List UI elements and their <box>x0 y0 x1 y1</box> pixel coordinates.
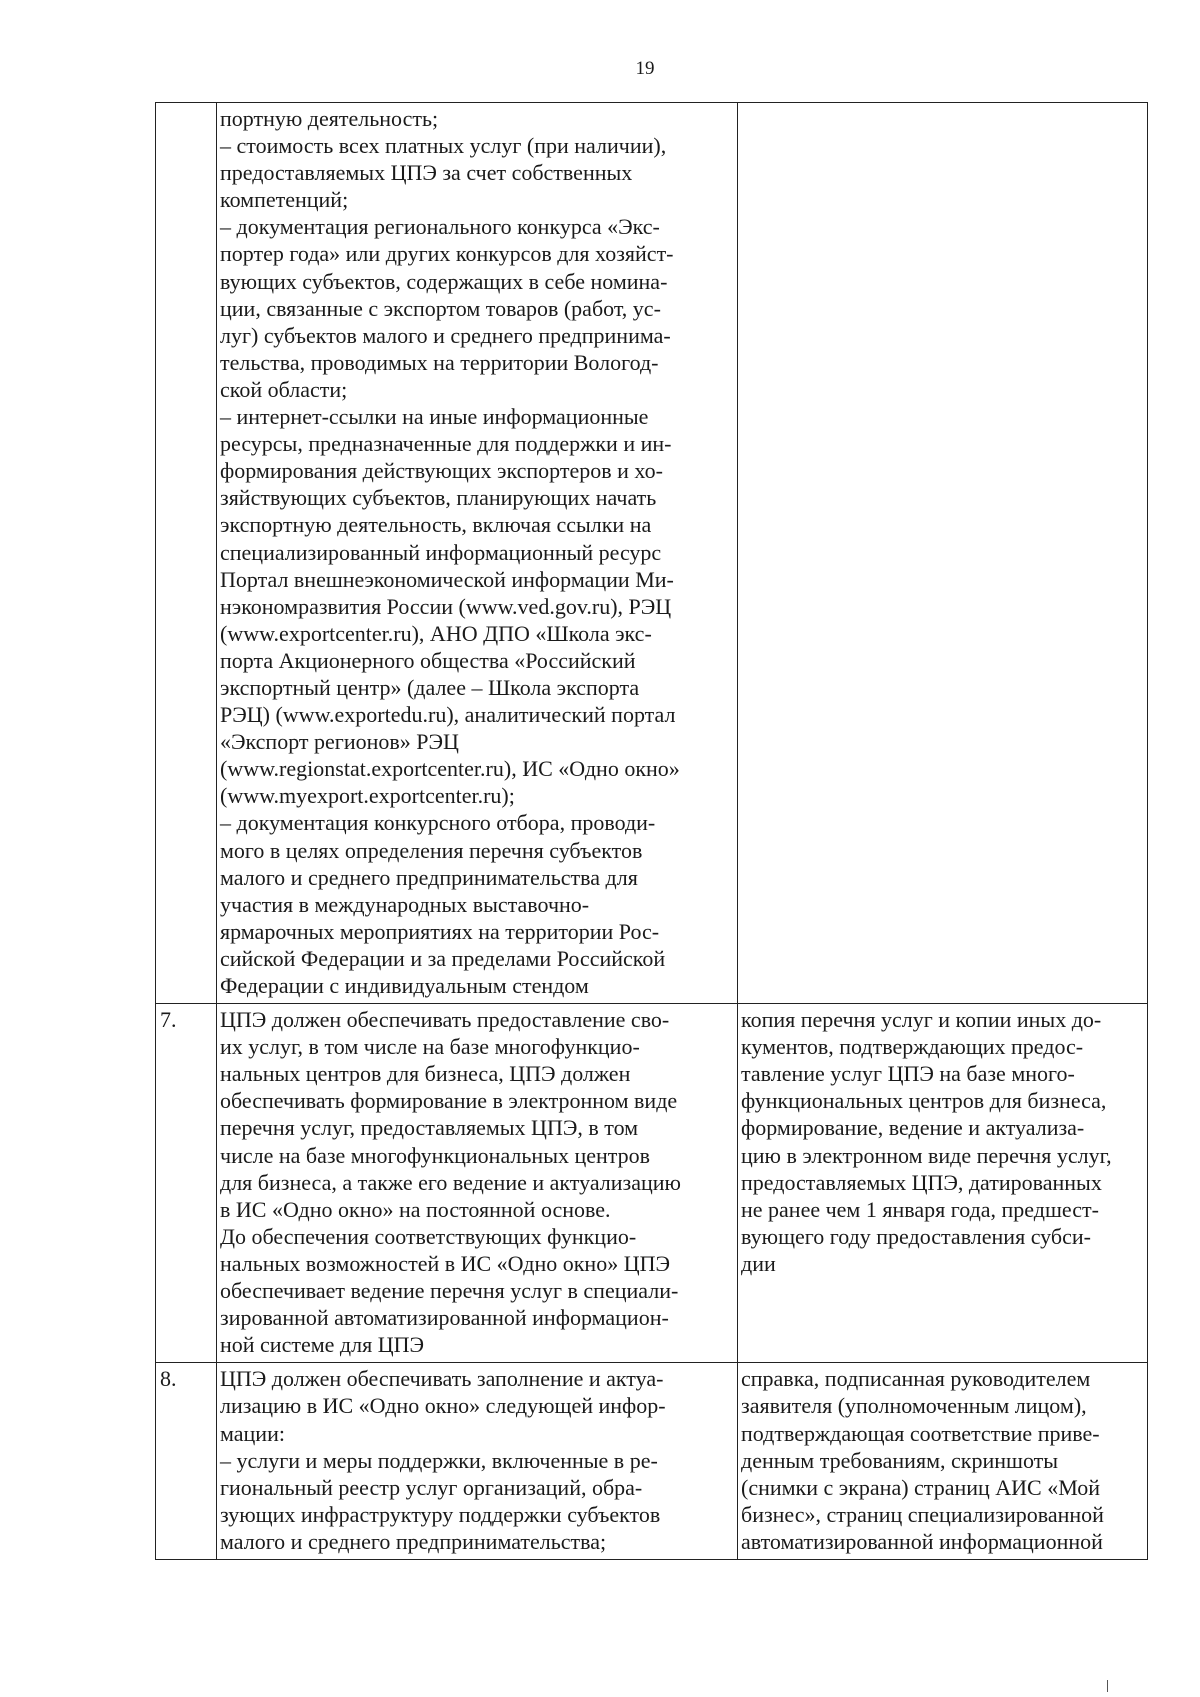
requirement-line: специализированный информационный ресурс <box>220 539 662 565</box>
requirement-line: числе на базе многофункциональных центров <box>220 1142 651 1168</box>
requirement-line: компетенций; <box>220 187 349 213</box>
requirement-line: в ИС «Одно окно» на постоянной основе. <box>220 1196 611 1222</box>
document-line: (снимки с экрана) страниц АИС «Мой <box>741 1474 1101 1500</box>
requirement-line: ЦПЭ должен обеспечивать заполнение и актуа- <box>220 1366 664 1392</box>
row-number-cell: 8. <box>156 1363 217 1560</box>
requirement-line: тельства, проводимых на территории Вологод- <box>220 349 659 375</box>
requirement-line: экспортный центр» (далее – Школа экспорта <box>220 674 640 700</box>
requirement-line: (www.exportcenter.ru), АНО ДПО «Школа экс- <box>220 620 652 646</box>
requirement-line: До обеспечения соответствующих функцио- <box>220 1223 637 1249</box>
requirement-line: – интернет-ссылки на иные информационные <box>220 404 649 430</box>
requirement-line: – документация конкурсного отбора, проводи- <box>220 810 656 836</box>
page-number: 19 <box>635 58 655 79</box>
document-line: вующего году предоставления субси- <box>741 1223 1091 1249</box>
document-line: тавление услуг ЦПЭ на базе много- <box>741 1061 1075 1087</box>
requirement-cell <box>217 103 738 1004</box>
requirement-line: малого и среднего предпринимательства для <box>220 864 638 890</box>
requirement-line: ярмарочных мероприятиях на территории Рос- <box>220 918 660 944</box>
row-number-cell <box>156 103 217 1004</box>
requirement-line: – услуги и меры поддержки, включенные в ре- <box>220 1447 658 1473</box>
requirement-line: порта Акционерного общества «Российский <box>220 647 636 673</box>
document-cell <box>738 1363 1148 1560</box>
document-line: формирование, ведение и актуализа- <box>741 1115 1085 1141</box>
requirement-line: вующих субъектов, содержащих в себе номина- <box>220 268 668 294</box>
table-row <box>156 1363 1148 1560</box>
requirement-line: нальных возможностей в ИС «Одно окно» ЦПЭ <box>220 1250 671 1276</box>
requirement-line: – стоимость всех платных услуг (при наличии), <box>220 133 667 159</box>
requirement-line: зяйствующих субъектов, планирующих начать <box>220 485 657 511</box>
document-line: функциональных центров для бизнеса, <box>741 1088 1107 1114</box>
document-line: цию в электронном виде перечня услуг, <box>741 1142 1112 1168</box>
requirement-line: портную деятельность; <box>220 106 439 131</box>
row-number-cell: 7. <box>156 1004 217 1363</box>
requirement-line: лизацию в ИС «Одно окно» следующей инфор- <box>220 1393 666 1419</box>
requirement-cell <box>217 1004 738 1363</box>
document-line: бизнес», страниц специализированной <box>741 1501 1104 1527</box>
requirement-line: для бизнеса, а также его ведение и актуализацию <box>220 1169 681 1195</box>
requirement-line: портер года» или других конкурсов для хозяйст- <box>220 241 674 267</box>
document-line: денным требованиям, скриншоты <box>741 1447 1059 1473</box>
requirement-line: формирования действующих экспортеров и хо- <box>220 458 663 484</box>
document-cell <box>738 1004 1148 1363</box>
document-line: не ранее чем 1 января года, предшест- <box>741 1196 1099 1222</box>
requirement-line: (www.regionstat.exportcenter.ru), ИС «Одно окно» <box>220 756 680 782</box>
document-line: предоставляемых ЦПЭ, датированных <box>741 1169 1102 1195</box>
table-row <box>156 1004 1148 1363</box>
requirement-cell <box>217 1363 738 1560</box>
requirement-line: ции, связанные с экспортом товаров (работ, ус- <box>220 295 661 321</box>
table-row <box>156 103 1148 1004</box>
requirement-line: зующих инфраструктуру поддержки субъектов <box>220 1501 661 1527</box>
requirement-line: зированной автоматизированной информацион- <box>220 1305 669 1331</box>
requirement-line: мого в целях определения перечня субъектов <box>220 837 643 863</box>
requirement-line: ной системе для ЦПЭ <box>220 1332 425 1358</box>
requirement-line: гиональный реестр услуг организаций, обра- <box>220 1474 643 1500</box>
requirement-line: – документация регионального конкурса «Экс- <box>220 214 660 240</box>
document-line: подтверждающая соответствие приве- <box>741 1420 1100 1446</box>
requirement-line: их услуг, в том числе на базе многофункцио- <box>220 1034 640 1060</box>
requirement-line: предоставляемых ЦПЭ за счет собственных <box>220 160 633 186</box>
requirements-table <box>155 102 1148 1560</box>
requirement-line: ЦПЭ должен обеспечивать предоставление сво- <box>220 1007 670 1033</box>
requirement-line: ресурсы, предназначенные для поддержки и ин- <box>220 431 672 457</box>
requirement-line: сийской Федерации и за пределами Российской <box>220 945 666 971</box>
requirement-line: обеспечивает ведение перечня услуг в специали- <box>220 1278 679 1304</box>
requirement-line: малого и среднего предпринимательства; <box>220 1528 607 1554</box>
requirement-line: луг) субъектов малого и среднего предпринима- <box>220 322 671 348</box>
requirement-line: РЭЦ) (www.exportedu.ru), аналитический портал <box>220 702 676 728</box>
document-cell <box>738 103 1148 1004</box>
document-line: справка, подписанная руководителем <box>741 1366 1091 1392</box>
requirement-line: участия в международных выставочно- <box>220 891 590 917</box>
requirement-line: «Экспорт регионов» РЭЦ <box>220 729 459 755</box>
requirement-line: нальных центров для бизнеса, ЦПЭ должен <box>220 1061 631 1087</box>
document-line: кументов, подтверждающих предос- <box>741 1034 1084 1060</box>
requirement-line: перечня услуг, предоставляемых ЦПЭ, в том <box>220 1115 639 1141</box>
requirement-line: ской области; <box>220 376 348 402</box>
document-line: копия перечня услуг и копии иных до- <box>741 1007 1102 1033</box>
requirement-line: нэкономразвития России (www.ved.gov.ru), РЭЦ <box>220 593 672 619</box>
document-line: заявителя (уполномоченным лицом), <box>741 1393 1087 1419</box>
requirement-line: Портал внешнеэкономической информации Ми- <box>220 566 674 592</box>
requirement-line: экспортную деятельность, включая ссылки на <box>220 512 652 538</box>
requirement-line: обеспечивать формирование в электронном виде <box>220 1088 678 1114</box>
document-line: дии <box>741 1250 776 1276</box>
requirement-line: (www.myexport.exportcenter.ru); <box>220 783 515 809</box>
requirement-line: Федерации с индивидуальным стендом <box>220 973 589 998</box>
document-line: автоматизированной информационной <box>741 1528 1103 1554</box>
scan-mark <box>1107 1680 1108 1692</box>
requirement-line: мации: <box>220 1420 285 1446</box>
table-body <box>156 103 1148 1560</box>
